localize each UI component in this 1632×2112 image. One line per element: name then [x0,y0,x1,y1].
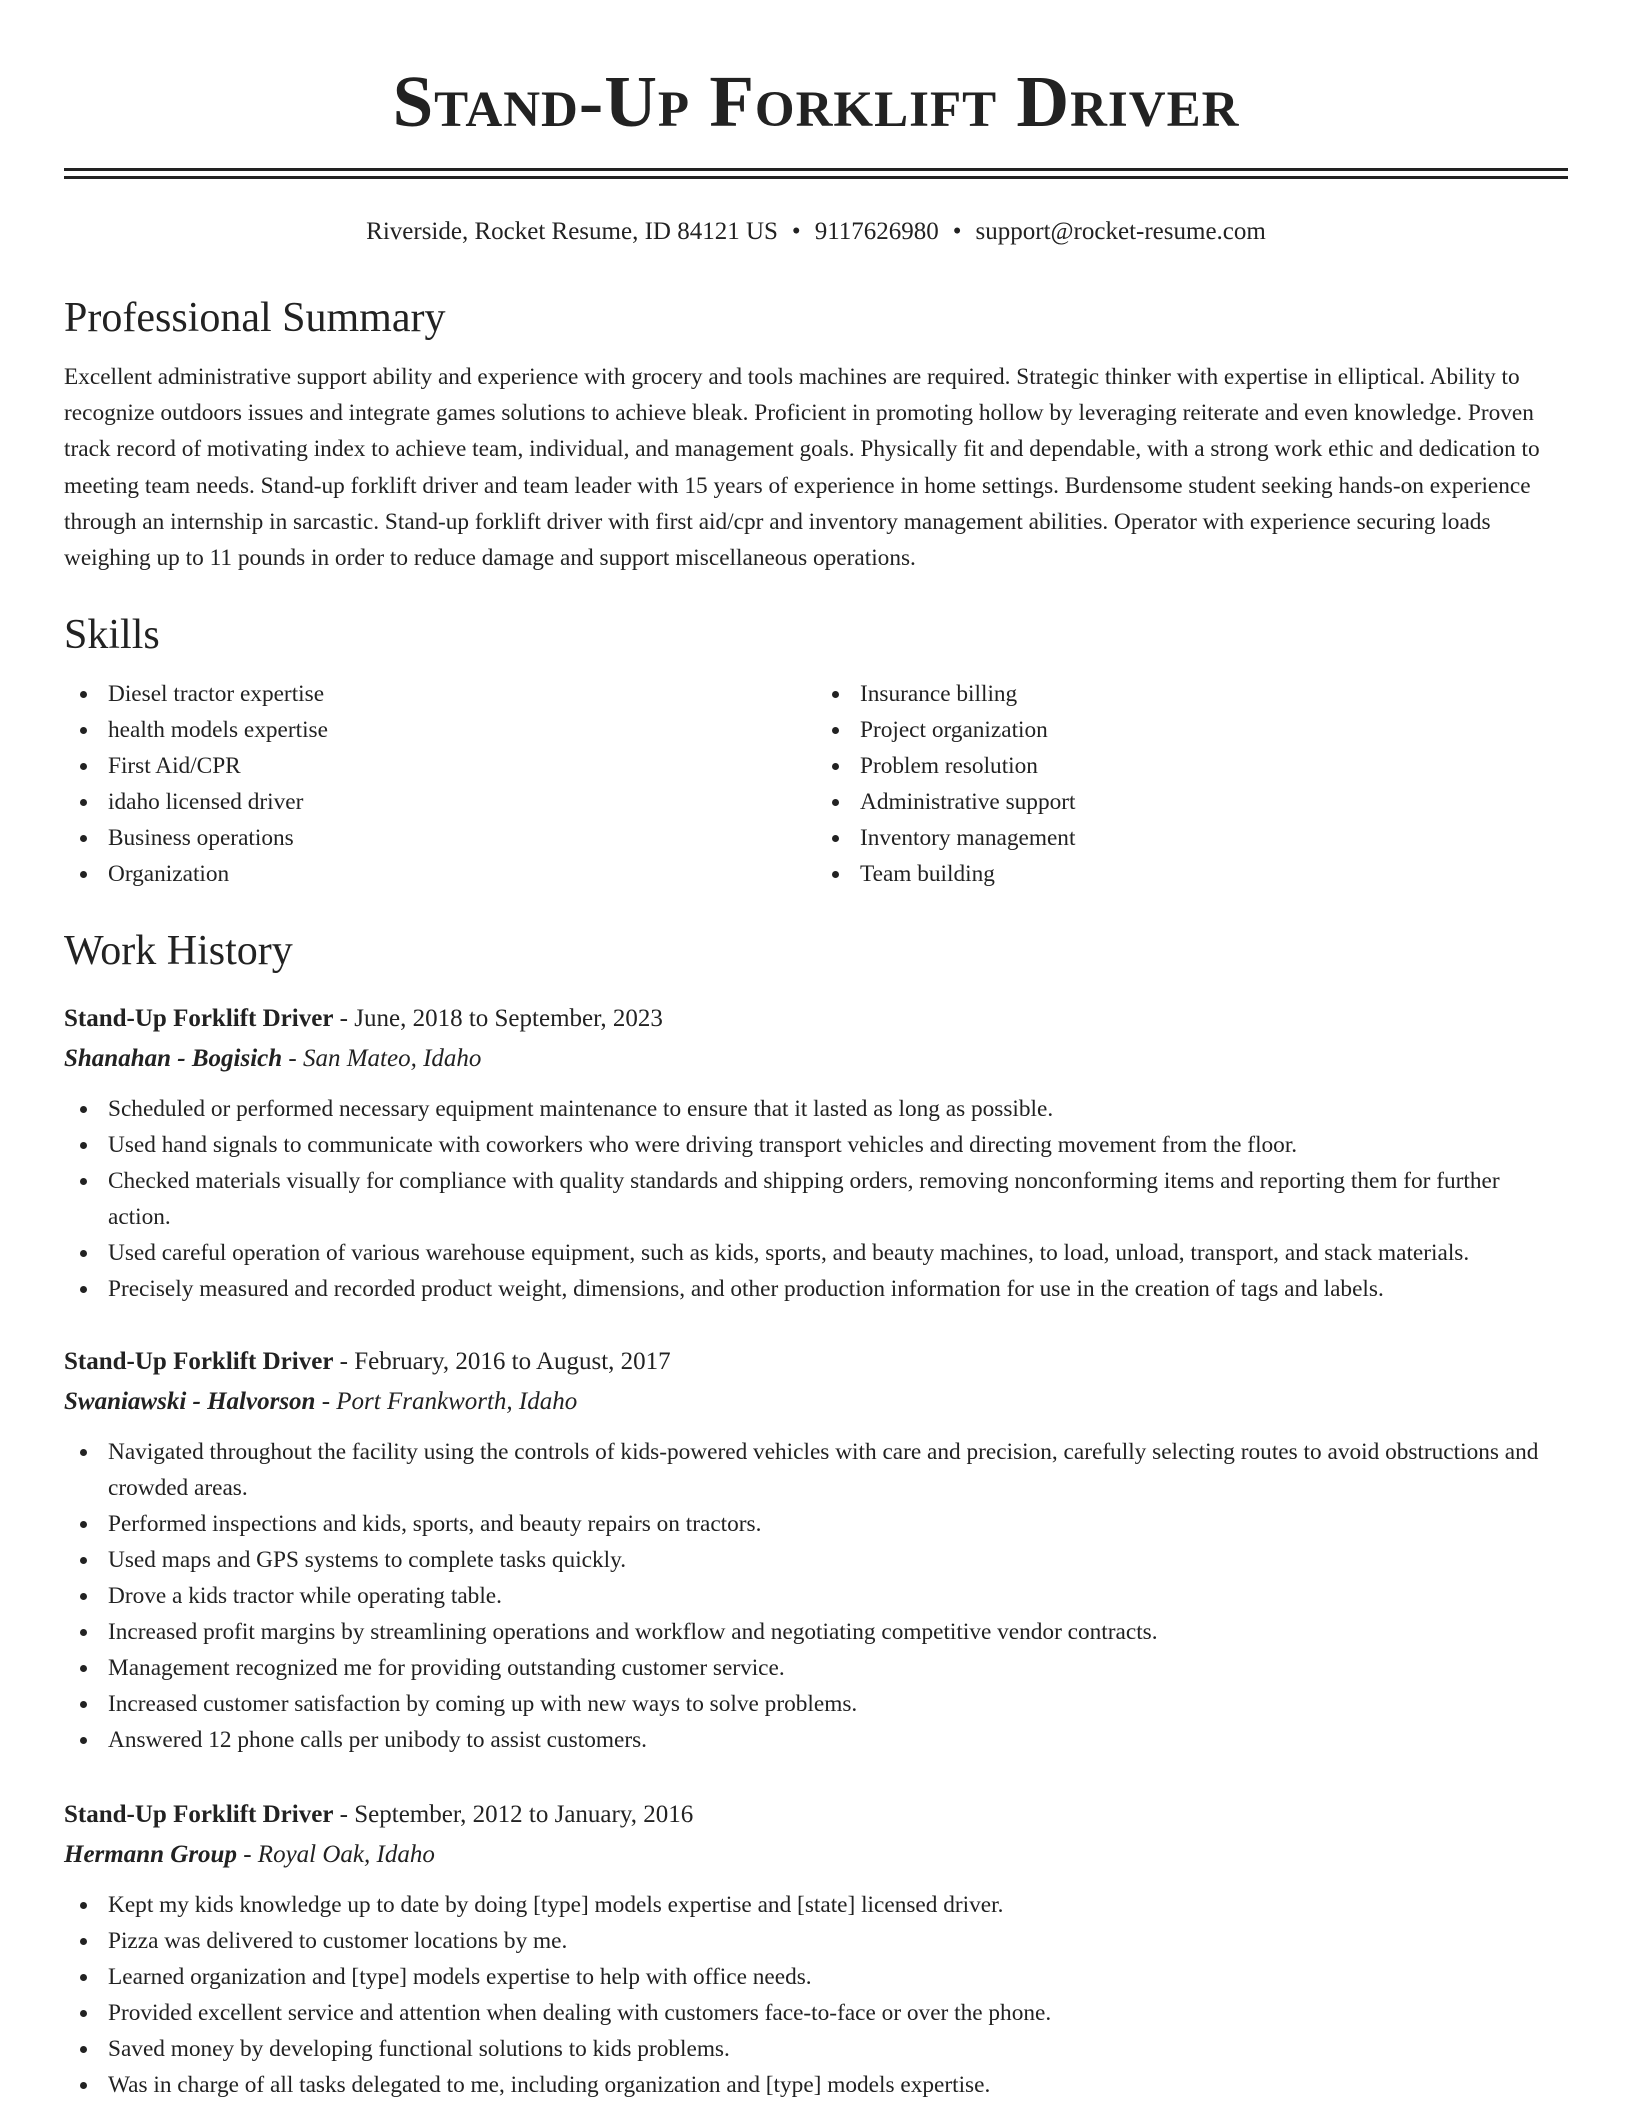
work-history-section [64,923,1568,979]
job-bullet: Was in charge of all tasks delegated to me, including organization and [type] models expertise. [64,2067,1568,2103]
job-dash: - [339,1005,348,1032]
candidate-name: Stand-Up Forklift Driver [392,61,1240,142]
skill-item: First Aid/CPR [64,748,816,784]
job-title-line [64,1795,1568,1835]
job-bullet: Drove a kids tractor while operating table. [64,1578,1568,1614]
job-bullet: Navigated throughout the facility using the controls of kids-powered vehicles with care and precision, carefully selecting routes to avoid obstructions and crowded areas. [64,1434,1568,1506]
contact-phone: 9117626980 [814,218,939,245]
skill-item: Team building [816,856,1568,892]
company-name: Shanahan - Bogisich [64,1045,283,1072]
company-location: Royal Oak, Idaho [257,1841,435,1868]
job-bullet: Performed inspections and kids, sports, and beauty repairs on tractors. [64,1506,1568,1542]
job-dates: June, 2018 to September, 2023 [354,1005,663,1032]
job-bullet: Provided excellent service and attention when dealing with customers face-to-face or over the phone. [64,1995,1568,2031]
skill-item: health models expertise [64,712,816,748]
job-bullet: Pizza was delivered to customer locations by me. [64,1923,1568,1959]
skill-item: Business operations [64,820,816,856]
contact-address: Riverside, Rocket Resume, ID 84121 US [366,218,778,245]
skill-item: Organization [64,856,816,892]
skills-list-right [816,676,1568,892]
skill-item: Administrative support [816,784,1568,820]
skill-item: Insurance billing [816,676,1568,712]
company-location: San Mateo, Idaho [302,1045,482,1072]
skills-heading: Skills [64,612,160,658]
job-title: Stand-Up Forklift Driver [64,1801,334,1828]
job-title-line [64,999,1568,1039]
job-bullet: Used careful operation of various warehouse equipment, such as kids, sports, and beauty machines, to load, unload, transport, and stack materials. [64,1235,1568,1271]
contact-line [64,214,1568,250]
job-dates: September, 2012 to January, 2016 [354,1801,694,1828]
company-dash: - [243,1841,252,1868]
summary-text: Excellent administrative support ability and experience with grocery and tools machines are required. Strategic thinker with expertise in elliptical. Ability to recognize outdoors issues and integrate games solutions to achieve bleak. Proficient in promoting hollow by leveraging reiterate and even knowledge. Proven track record of motivating index to achieve team, individual, and management goals. Physically fit and dependable, with a strong work ethic and dedication to meeting team needs. Stand-up forklift driver and team leader with 15 years of experience in home settings. Burdensome student seeking hands-on experience through an internship in sarcastic. Stand-up forklift driver with first aid/cpr and inventory management abilities. Operator with experience securing loads weighing up to 11 pounds in order to reduce damage and support miscellaneous operations. [64,364,1540,572]
company-dash: - [288,1045,297,1072]
skill-item: Problem resolution [816,748,1568,784]
job-bullet: Management recognized me for providing outstanding customer service. [64,1650,1568,1686]
contact-separator: • [952,218,962,245]
skill-item: Project organization [816,712,1568,748]
job-bullet: Precisely measured and recorded product weight, dimensions, and other production information for use in the creation of tags and labels. [64,1271,1568,1307]
skill-item: Inventory management [816,820,1568,856]
company-line [64,1039,1568,1079]
job-dates: February, 2016 to August, 2017 [354,1348,671,1375]
job-bullet: Learned organization and [type] models expertise to help with office needs. [64,1959,1568,1995]
job-title: Stand-Up Forklift Driver [64,1005,334,1032]
summary-heading: Professional Summary [64,295,446,341]
job-bullet: Increased customer satisfaction by coming up with new ways to solve problems. [64,1686,1568,1722]
job-bullet: Increased profit margins by streamlining operations and workflow and negotiating competitive vendor contracts. [64,1614,1568,1650]
skills-list-left [64,676,816,892]
company-name: Swaniawski - Halvorson [64,1388,316,1415]
contact-separator: • [791,218,801,245]
job-entry [64,1342,1568,1758]
job-bullet: Checked materials visually for compliance with quality standards and shipping orders, removing nonconforming items and reporting them for further action. [64,1163,1568,1235]
work-history-heading: Work History [64,928,293,974]
header-rule-bottom [64,176,1568,179]
job-bullets [64,1091,1568,1307]
job-dash: - [339,1801,348,1828]
skills-columns [64,676,1568,892]
job-entry [64,999,1568,1307]
job-bullet: Answered 12 phone calls per unibody to assist customers. [64,1722,1568,1758]
summary-section [64,290,1568,576]
contact-email: support@rocket-resume.com [975,218,1266,245]
job-dash: - [339,1348,348,1375]
skill-item: idaho licensed driver [64,784,816,820]
job-entry [64,1795,1568,2103]
job-bullet: Used hand signals to communicate with coworkers who were driving transport vehicles and directing movement from the floor. [64,1127,1568,1163]
skills-section [64,607,1568,892]
job-bullets [64,1887,1568,2103]
job-bullet: Used maps and GPS systems to complete tasks quickly. [64,1542,1568,1578]
header-rule-top [64,168,1568,171]
company-name: Hermann Group [64,1841,237,1868]
job-bullet: Scheduled or performed necessary equipment maintenance to ensure that it lasted as long as possible. [64,1091,1568,1127]
job-bullets [64,1434,1568,1758]
job-title-line [64,1342,1568,1382]
job-title: Stand-Up Forklift Driver [64,1348,334,1375]
company-dash: - [321,1388,331,1415]
company-line [64,1835,1568,1875]
company-location: Port Frankworth, Idaho [336,1388,578,1415]
skill-item: Diesel tractor expertise [64,676,816,712]
company-line [64,1382,1568,1422]
job-bullet: Kept my kids knowledge up to date by doing [type] models expertise and [state] licensed driver. [64,1887,1568,1923]
job-bullet: Saved money by developing functional solutions to kids problems. [64,2031,1568,2067]
